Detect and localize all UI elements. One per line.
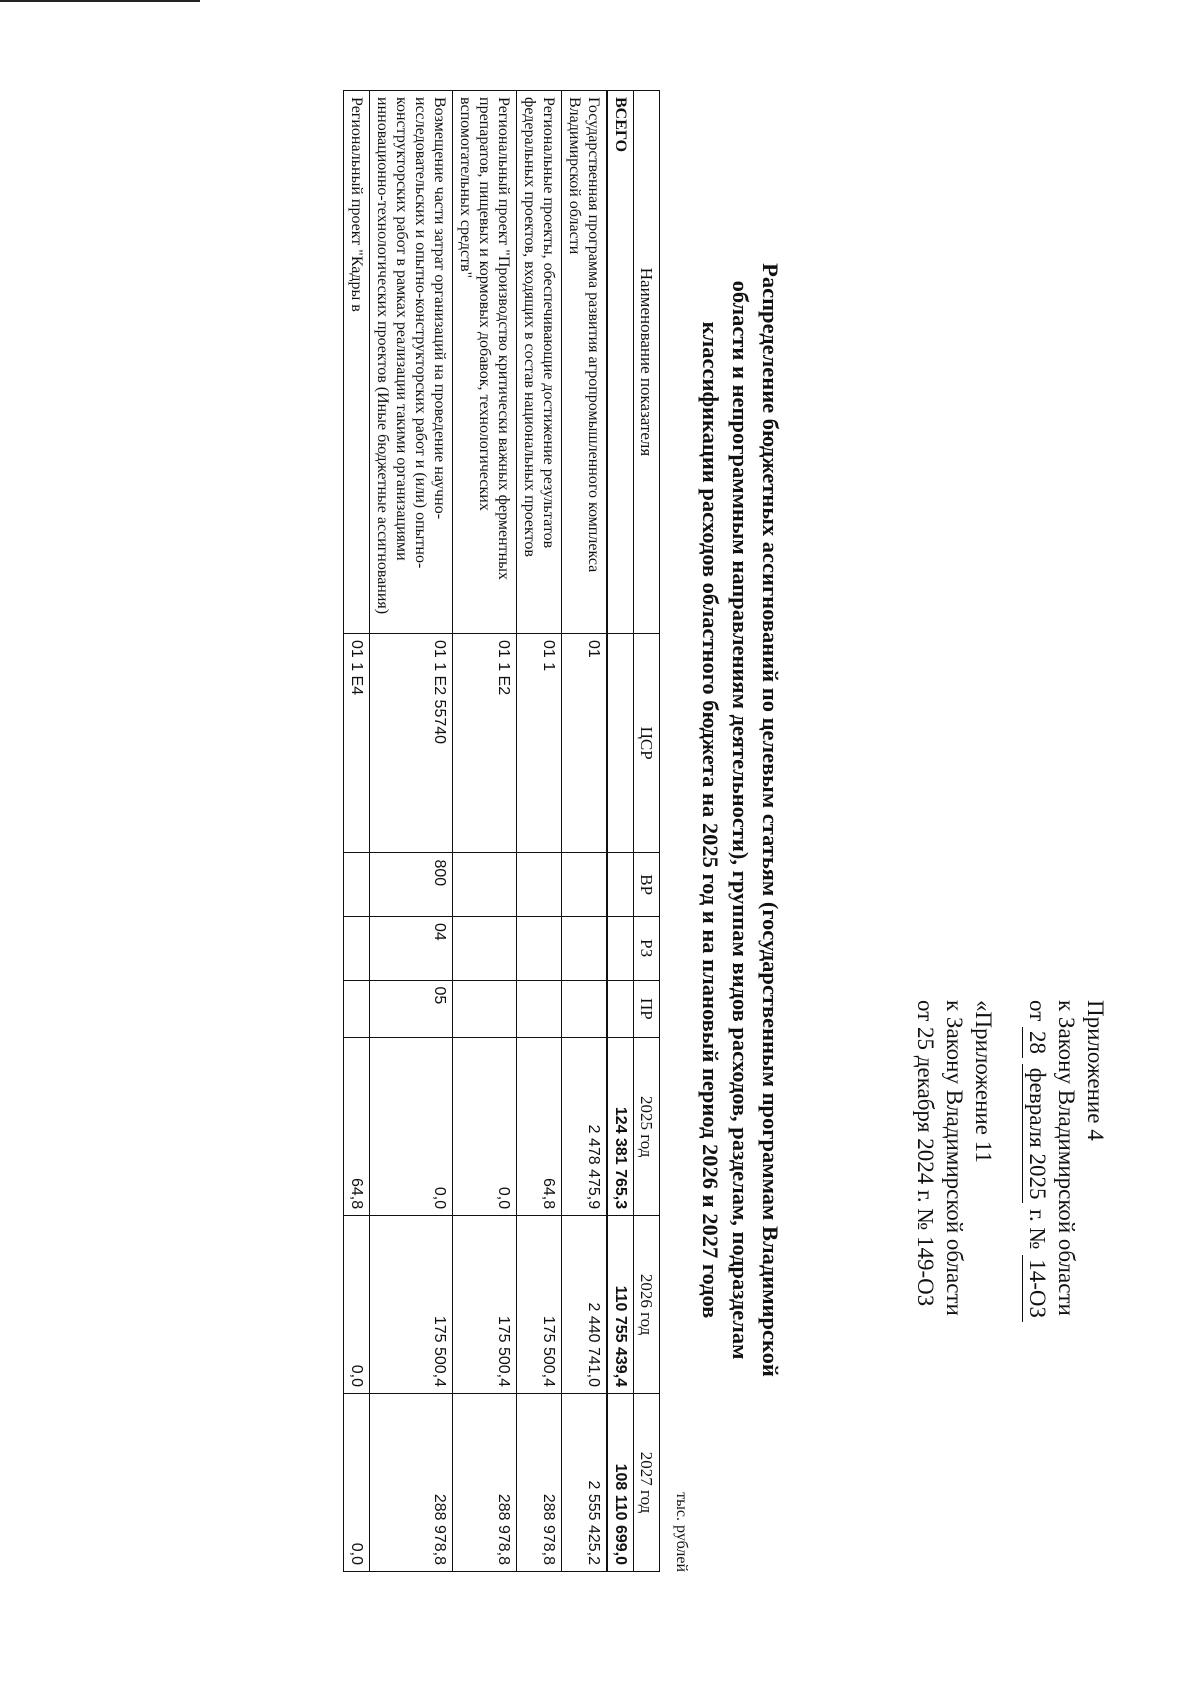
budget-table	[343, 90, 660, 1572]
appendix-number: Приложение 4	[1083, 1000, 1108, 1141]
header-name: Наименование показателя	[634, 91, 660, 634]
appendix-month-year: февраля 2025	[1022, 1064, 1052, 1204]
prior-appendix-date: от 25 декабря 2024 г. № 149-ОЗ	[913, 1000, 938, 1307]
header-2026: 2026 год	[634, 1216, 660, 1394]
appendix-day: 28	[1022, 1027, 1052, 1058]
header-rz: РЗ	[634, 916, 660, 980]
table-header-row	[634, 91, 660, 1572]
table-row: Государственная программа развития агропромышленного комплекса Владимирской области 01 2 478 475,9 2 440 741,0 2 555 425,2	[562, 91, 608, 1572]
table-row: Возмещение части затрат организаций на проведение научно-исследовательских и опытно-конструкторских работ и (или) опытно-конструкторских работ в рамках реализации такими организациями инновационно-технологических проектов (Иные бюджетные ассигнования) 01 1 Е2 55740 800 04 05 0,0 175 500,4 288 978,8	[370, 91, 453, 1572]
header-csr: ЦСР	[634, 633, 660, 852]
header-2027: 2027 год	[634, 1394, 660, 1572]
appendix-date-line: от 28 февраля 2025 г. № 14-ОЗ	[1022, 1000, 1052, 1640]
header-2025: 2025 год	[634, 1038, 660, 1216]
header-vr: ВР	[634, 853, 660, 917]
document-title: Распределение бюджетных ассигнований по целевым статьям (государственным программам Владимирской области и непрограммным направлениям деятельности), группам видов расходов, разделам, подразделам классификации расходов областного бюджета на 2025 год и на плановый период 2026 и 2027 годов	[698, 263, 783, 1377]
table-row-total: ВСЕГО 124 381 765,3 110 755 439,4 108 110 699,0	[607, 91, 634, 1572]
units-label: тыс. рублей	[673, 1492, 690, 1572]
table-row: Региональные проекты, обеспечивающие достижение результатов федеральных проектов, входящих в состав национальных проектов 01 1 64,8 175 500,4 288 978,8	[517, 91, 562, 1572]
prior-appendix-law-ref: к Закону Владимирской области	[942, 1000, 967, 1316]
appendix-law-number: 14-ОЗ	[1022, 1255, 1052, 1322]
table-row: Региональный проект "Кадры в 01 1 Е4 64,8 0,0 0,0	[344, 91, 370, 1572]
appendix-header	[911, 1000, 1110, 1640]
appendix-law-ref: к Закону Владимирской области	[1054, 1000, 1079, 1316]
prior-appendix-number: «Приложение 11	[971, 1000, 996, 1163]
header-pr: ПР	[634, 980, 660, 1038]
table-row: Региональный проект "Производство критически важных ферментных препаратов, пищевых и кормовых добавок, технологических вспомогательных средств" 01 1 Е2 0,0 175 500,4 288 978,8	[453, 91, 517, 1572]
